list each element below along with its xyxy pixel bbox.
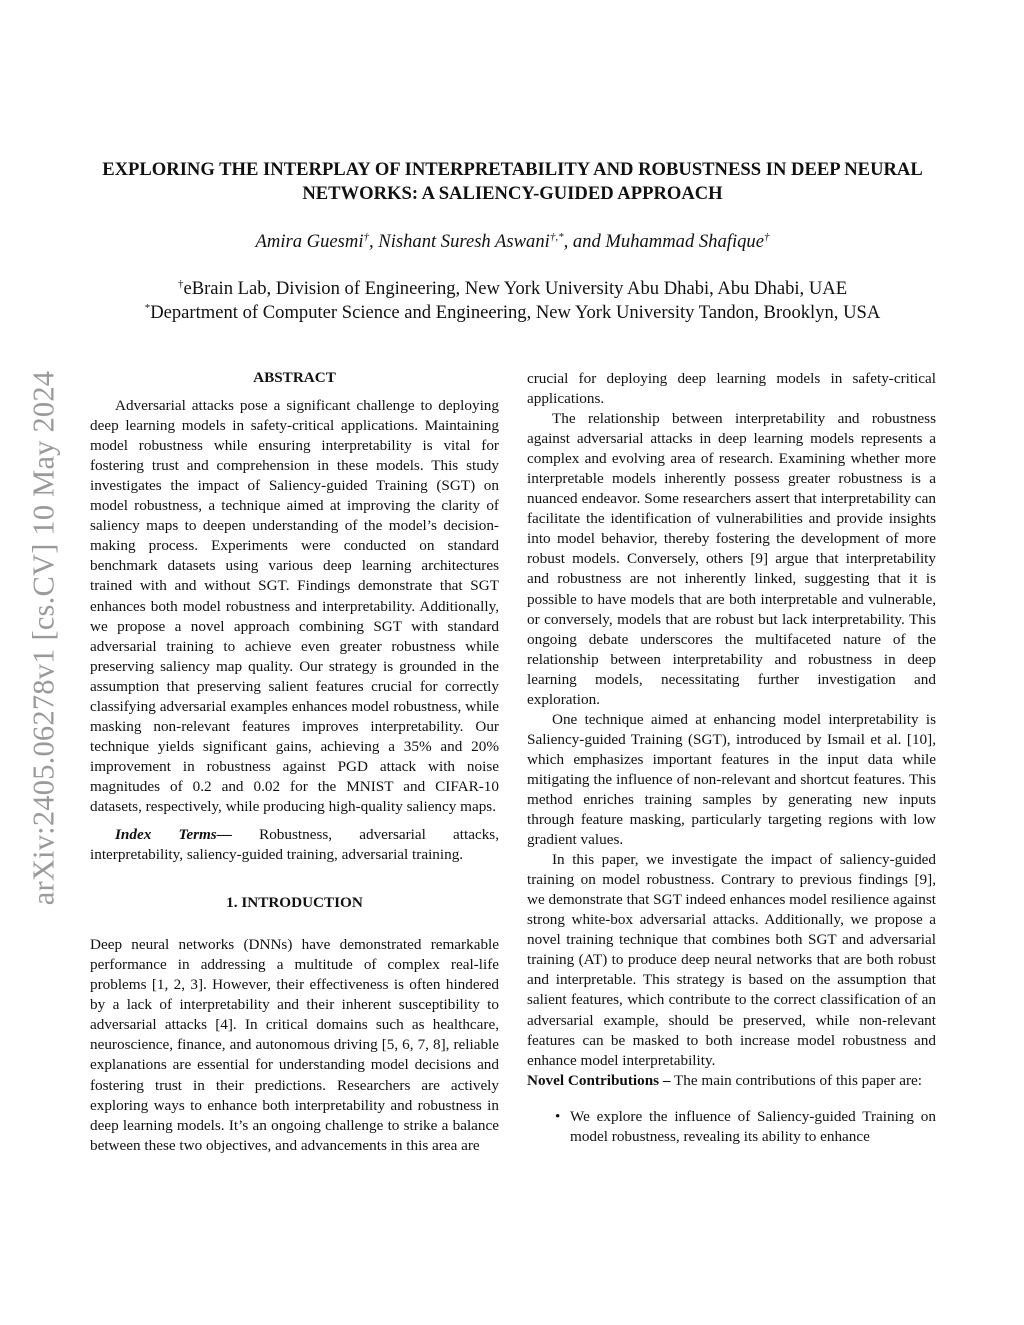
author-name: Muhammad Shafique — [605, 231, 764, 252]
contributions-list — [527, 1107, 936, 1147]
paragraph: One technique aimed at enhancing model interpretability is Saliency-guided Training (SGT), introduced by Ismail et al. [10], which emphasizes important features in the input data while mitigating the influence of non-relevant and shortcut features. This method enriches training samples by generating new inputs through feature masking, particularly targeting regions with low gradient values. — [527, 710, 936, 849]
paragraph: Deep neural networks (DNNs) have demonstrated remarkable performance in addressing a multitude of complex real-life problems [1, 2, 3]. However, their effectiveness is often hindered by a lack of interpretability and their inherent susceptibility to adversarial attacks [4]. In critical domains such as healthcare, neuroscience, finance, and autonomous driving [5, 6, 7, 8], reliable explanations are essential for understanding model decisions and fostering trust in their predictions. Researchers are actively exploring ways to enhance both interpretability and robustness in deep learning models. It’s an ongoing challenge to strike a balance between these two objectives, and advancements in this area are — [90, 936, 499, 1154]
affiliation-mark: † — [177, 278, 184, 290]
affiliation-mark: * — [144, 302, 151, 314]
paragraph: In this paper, we investigate the impact of saliency-guided training on model robustness. Contrary to previous findings [9], we demonstrate that SGT indeed enhances model resilience against strong white-box adversarial attacks. Additionally, we propose a novel training technique that combines both SGT and adversarial training (AT) to produce deep neural networks that are both robust and interpretable. This strategy is based on the assumption that salient features, which contribute to the correct classification of an adversarial example, should be preserved, while non-relevant features can be masked to both increase model robustness and enhance model interpretability. — [527, 851, 936, 1069]
affiliation-line — [90, 301, 935, 325]
author-name: Nishant Suresh Aswani — [378, 231, 550, 252]
right-column — [527, 369, 936, 1147]
index-terms-label: Index Terms— — [115, 826, 232, 844]
paper-title: EXPLORING THE INTERPLAY OF INTERPRETABILITY AND ROBUSTNESS IN DEEP NEURAL NETWORKS: A SALIENCY-GUIDED APPROACH — [102, 159, 923, 204]
author-mark: † — [363, 231, 369, 243]
author-list — [90, 230, 935, 254]
contributions-text: The main contributions of this paper are: — [670, 1071, 922, 1089]
contribution-item: • We explore the influence of Saliency-guided Training on model robustness, revealing its ability to enhance — [570, 1107, 936, 1147]
paragraph: crucial for deploying deep learning models in safety-critical applications. — [527, 370, 936, 408]
index-terms-text: Robustness, adversarial attacks, interpretability, saliency-guided training, adversarial training. — [90, 826, 499, 864]
author-separator: , and — [563, 231, 606, 252]
arxiv-identifier-text: arXiv:2405.06278v1 [cs.CV] 10 May 2024 — [26, 370, 61, 906]
author-separator: , — [369, 231, 379, 252]
arxiv-identifier — [22, 338, 66, 938]
author-name: Amira Guesmi — [255, 231, 364, 252]
affiliations — [90, 277, 935, 325]
contributions-label: Novel Contributions – — [527, 1071, 671, 1089]
author-mark: † — [763, 231, 770, 243]
affiliation-line — [90, 277, 935, 301]
affiliation-text: Department of Computer Science and Engineering, New York University Tandon, Brooklyn, USA — [150, 302, 881, 323]
index-terms — [90, 825, 499, 865]
abstract-heading: ABSTRACT — [253, 369, 336, 386]
affiliation-text: eBrain Lab, Division of Engineering, New York University Abu Dhabi, Abu Dhabi, UAE — [183, 278, 848, 299]
introduction-heading: 1. INTRODUCTION — [226, 894, 363, 912]
contributions-intro — [527, 1071, 936, 1091]
left-column — [90, 368, 499, 1156]
paragraph: The relationship between interpretability and robustness against adversarial attacks in deep learning models represents a complex and evolving area of research. Examining whether more interpretable models inherently possess greater robustness is a nuanced endeavor. Some researchers assert that interpretability can facilitate the identification of vulnerabilities and provide insights into model behavior, thereby fostering the development of more robust models. Conversely, others [9] argue that interpretability and robustness are not inherently linked, suggesting that it is possible to have models that are both interpretable and vulnerable, or conversely, models that are robust but lack interpretability. This ongoing debate underscores the multifaceted nature of the relationship between interpretability and robustness in deep learning models, necessitating further investigation and exploration. — [527, 410, 936, 708]
abstract-text: Adversarial attacks pose a significant challenge to deploying deep learning models in safety-critical applications. Maintaining model robustness while ensuring interpretability is vital for fostering trust and comprehension in these models. This study investigates the impact of Saliency-guided Training (SGT) on model robustness, a technique aimed at improving the clarity of saliency maps to deepen understanding of the model’s decision-making process. Experiments were conducted on standard benchmark datasets using various deep learning architectures trained with and without SGT. Findings demonstrate that SGT enhances both model robustness and interpretability. Additionally, we propose a novel approach combining SGT with standard adversarial training to achieve even greater robustness while preserving saliency map quality. Our strategy is grounded in the assumption that preserving salient features crucial for correctly classifying adversarial examples enhances model robustness, while masking non-relevant features improves interpretability. Our technique yields significant gains, achieving a 35% and 20% improvement in robustness against PGD attack with noise magnitudes of 0.2 and 0.02 for the MNIST and CIFAR-10 datasets, respectively, while producing high-quality saliency maps. — [90, 397, 499, 815]
author-mark: †,* — [549, 231, 564, 243]
